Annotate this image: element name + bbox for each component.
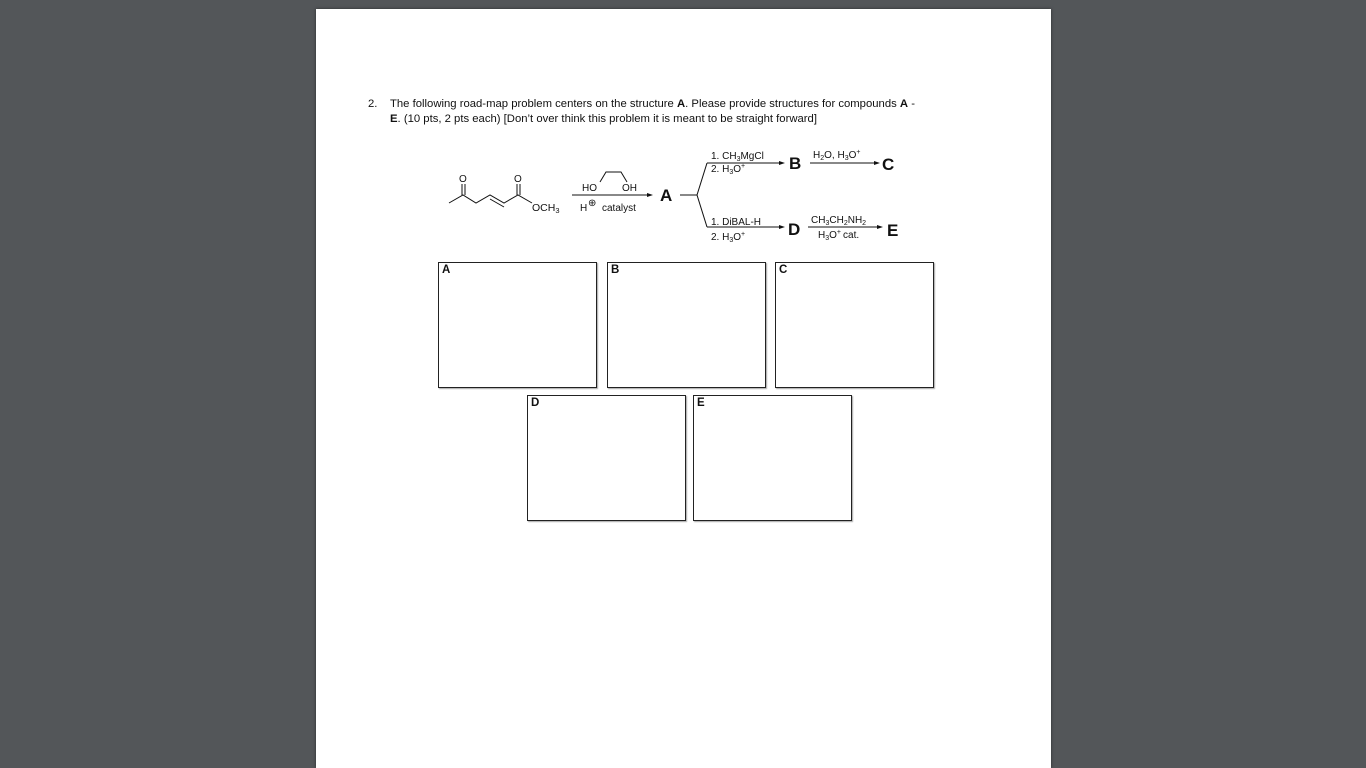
bot-step2: [711, 231, 745, 244]
de-top-sub: 3: [825, 220, 830, 227]
bc-reagent-sub: 2: [820, 155, 825, 162]
diol-skeleton: [600, 172, 627, 182]
de-bot-end: O: [829, 230, 837, 241]
top-step2-end: O: [733, 164, 742, 175]
answer-box-d[interactable]: [527, 395, 686, 521]
de-top-sub3: 2: [862, 220, 867, 227]
top-step2-sup: +: [741, 163, 746, 170]
compound-e: E: [887, 221, 899, 240]
acid-plus: ⊕: [588, 198, 597, 209]
ketone-oxygen: O: [459, 174, 467, 185]
answer-box-c[interactable]: [775, 262, 934, 388]
bc-reagent-sub2: 3: [844, 155, 849, 162]
diol-oh: OH: [622, 183, 637, 194]
de-bot-sub: 3: [825, 235, 830, 242]
bc-reagent-end: O: [848, 150, 857, 161]
compound-b: B: [789, 154, 802, 173]
bot-step2-a: 2. H: [711, 232, 730, 243]
methoxy-och: OCH: [532, 202, 556, 214]
question-number: 2.: [368, 98, 378, 110]
branch-up: [697, 163, 707, 195]
methoxy-label: [532, 202, 560, 215]
question-line1-b: A: [676, 98, 686, 110]
answer-box-label: D: [531, 397, 540, 409]
top-step2-a: 2. H: [711, 164, 730, 175]
ester-oxygen: O: [514, 174, 522, 185]
arrow-to-b-head: [779, 161, 785, 165]
bc-reagent-sup: +: [856, 149, 861, 156]
question-line1-c: . Please provide structures for compounds: [685, 98, 900, 110]
compound-a: A: [660, 186, 673, 205]
arrow-to-a-head: [647, 193, 653, 197]
branch-lines: [680, 163, 782, 227]
bot-step2-end: O: [733, 232, 742, 243]
answer-box-label: B: [611, 264, 620, 276]
answer-box-label: C: [779, 264, 788, 276]
arrow-to-d-head: [779, 225, 785, 229]
de-top-a: CH: [811, 215, 826, 226]
de-top-end: NH: [847, 215, 863, 226]
branch-down: [697, 195, 707, 227]
de-top-sub2: 2: [843, 220, 848, 227]
question-line2-a: E: [390, 113, 398, 125]
acid-h: H: [580, 203, 588, 214]
top-step1-a: 1. CH: [711, 151, 737, 162]
top-step2: [711, 163, 745, 176]
document-page: [316, 9, 1051, 768]
bot-step2-sup: +: [741, 231, 746, 238]
bot-step2-sub: 3: [729, 237, 734, 244]
arrow-to-c-head: [874, 161, 880, 165]
de-bot-a: H: [818, 230, 826, 241]
bc-reagent-mid: O, H: [824, 150, 845, 161]
de-reagent-top: [811, 215, 866, 227]
top-step2-sub: 3: [729, 169, 734, 176]
answer-box-label: E: [697, 397, 705, 409]
starting-material-skeleton: [449, 184, 532, 207]
answer-box-label: A: [442, 264, 451, 276]
compound-d: D: [788, 220, 801, 239]
question-line1-d: A: [899, 98, 909, 110]
top-step1: [711, 151, 764, 163]
answer-box-e[interactable]: [693, 395, 852, 521]
answer-box-a[interactable]: [438, 262, 597, 388]
carbon-chain: [449, 195, 532, 203]
bot-step1: 1. DiBAL-H: [711, 217, 762, 228]
bc-reagent-a: H: [813, 150, 821, 161]
question-line2-b: . (10 pts, 2 pts each) [Don’t over think this problem it is meant to be straight forward]: [397, 113, 817, 125]
de-top-mid: CH: [829, 215, 844, 226]
de-bot-cat: cat.: [843, 230, 860, 241]
question-text: [390, 97, 1020, 127]
de-reagent-bot: [818, 229, 859, 242]
acid-catalyst: catalyst: [602, 203, 636, 214]
top-step1-sub: 3: [736, 156, 741, 163]
bc-reagent: [813, 149, 860, 162]
diol-ho: HO: [582, 183, 597, 194]
alkene-double-bond: [490, 199, 504, 207]
de-bot-sup: +: [836, 229, 842, 236]
diol-chain: [600, 172, 627, 182]
answer-box-b[interactable]: [607, 262, 766, 388]
question-line1-e: -: [908, 98, 915, 110]
methoxy-sub: 3: [555, 206, 560, 215]
question-line1-a: The following road-map problem centers on the structure: [390, 98, 677, 110]
compound-c: C: [882, 155, 895, 174]
top-step1-end: MgCl: [740, 151, 764, 162]
arrow-to-e-head: [877, 225, 883, 229]
